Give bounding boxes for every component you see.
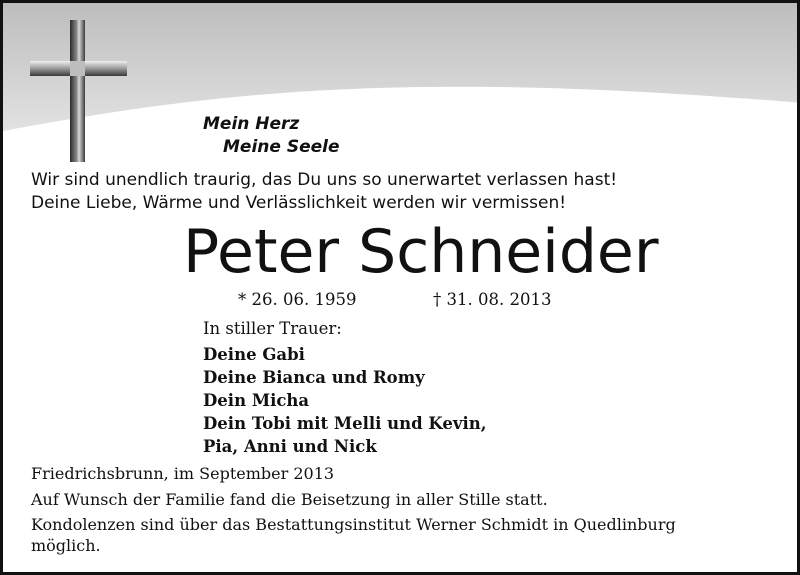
intro-line-2: Deine Liebe, Wärme und Verlässlichkeit werden wir vermissen! (31, 193, 567, 213)
death-date: † 31. 08. 2013 (433, 290, 552, 309)
mourner-line: Deine Bianca und Romy (203, 368, 425, 387)
motto-line-2: Meine Seele (223, 137, 340, 157)
intro-line-1: Wir sind unendlich traurig, das Du uns so unerwartet verlassen hast! (31, 170, 618, 190)
birth-date: * 26. 06. 1959 (238, 290, 357, 309)
footer-line-1: Auf Wunsch der Familie fand die Beisetzung in aller Stille statt. (31, 490, 548, 509)
mourners-label: In stiller Trauer: (203, 319, 342, 338)
footer-line-2: Kondolenzen sind über das Bestattungsinstitut Werner Schmidt in Quedlinburg (31, 515, 676, 534)
motto-line-1: Mein Herz (203, 114, 300, 134)
footer-line-3: möglich. (31, 536, 101, 555)
place-date: Friedrichsbrunn, im September 2013 (31, 464, 335, 483)
mourner-line: Deine Gabi (203, 345, 305, 364)
cross-icon (3, 3, 143, 173)
mourner-line: Dein Micha (203, 391, 310, 410)
mourner-line: Dein Tobi mit Melli und Kevin, (203, 414, 487, 433)
mourner-line: Pia, Anni und Nick (203, 437, 377, 456)
deceased-name: Peter Schneider (183, 217, 659, 287)
